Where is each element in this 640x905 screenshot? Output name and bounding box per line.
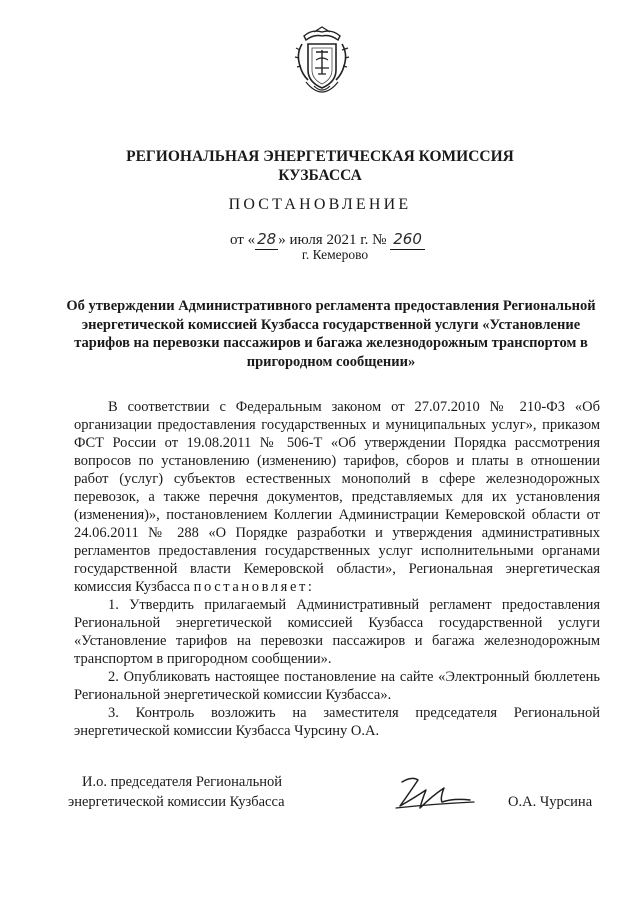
document-type: ПОСТАНОВЛЕНИЕ [228, 196, 412, 213]
resolution-item-1: 1. Утвердить прилагаемый Административный регламент предоставления Региональной энергетической комиссией Кузбасса государственной услуги «Установление тарифов на перевозки пассажиров и багажа железнодорожным транспортом в пригородном сообщении». [74, 597, 600, 667]
document-body [74, 398, 600, 740]
signatory-position [68, 772, 285, 812]
document-subject: Об утверждении Административного регламента предоставления Региональной энергетической комиссией Кузбасса государственной услуги «Установление тарифов на перевозки пассажиров и багажа железнодорожным транспортом в пригородном сообщении» [66, 298, 596, 370]
date-prefix: от « [230, 232, 256, 248]
document-number: 260 [390, 229, 425, 250]
date-middle: » июля 2021 г. № [278, 232, 387, 248]
preamble-paragraph [74, 398, 600, 596]
position-line1: И.о. председателя Региональной [82, 774, 283, 790]
preamble-text: В соответствии с Федеральным законом от 27.07.2010 № 210-ФЗ «Об организации предоставления государственных и муниципальных услуг», приказом ФСТ России от 19.08.2011 № 506-Т «Об утверждении Порядка рассмотрения вопросов по установлению (изменению) тарифов, сборов и платы в отношении работ (услуг) субъектов естественных монополий в сфере железнодорожных перевозок, а также перечня документов, представляемых для их установления (изменения)», постановлением Коллегии Администрации Кемеровской области от 24.06.2011 № 288 «О Порядке разработки и утверждения административных регламентов предоставления государственных услуг исполнительными органами государственной власти Кемеровской области», Региональная энергетическая комиссия Кузбасса [74, 399, 600, 595]
date-day: 28 [257, 230, 277, 248]
resolution-item-2: 2. Опубликовать настоящее постановление на сайте «Электронный бюллетень Региональной энергетической комиссии Кузбасса». [74, 669, 600, 703]
resolution-item-3: 3. Контроль возложить на заместителя председателя Региональной энергетической комиссии Кузбасса Чурсину О.А. [74, 705, 600, 739]
position-line2: энергетической комиссии Кузбасса [68, 794, 285, 810]
handwritten-signature [392, 772, 484, 818]
document-city: г. Кемерово [301, 247, 369, 262]
agency-name-line2: КУЗБАССА [278, 167, 362, 184]
coat-of-arms-icon [294, 26, 350, 98]
agency-name-line1: РЕГИОНАЛЬНАЯ ЭНЕРГЕТИЧЕСКАЯ КОМИССИЯ [126, 148, 514, 165]
resolves-word: постановляет: [193, 579, 315, 595]
signatory-name: О.А. Чурсина [508, 794, 593, 810]
